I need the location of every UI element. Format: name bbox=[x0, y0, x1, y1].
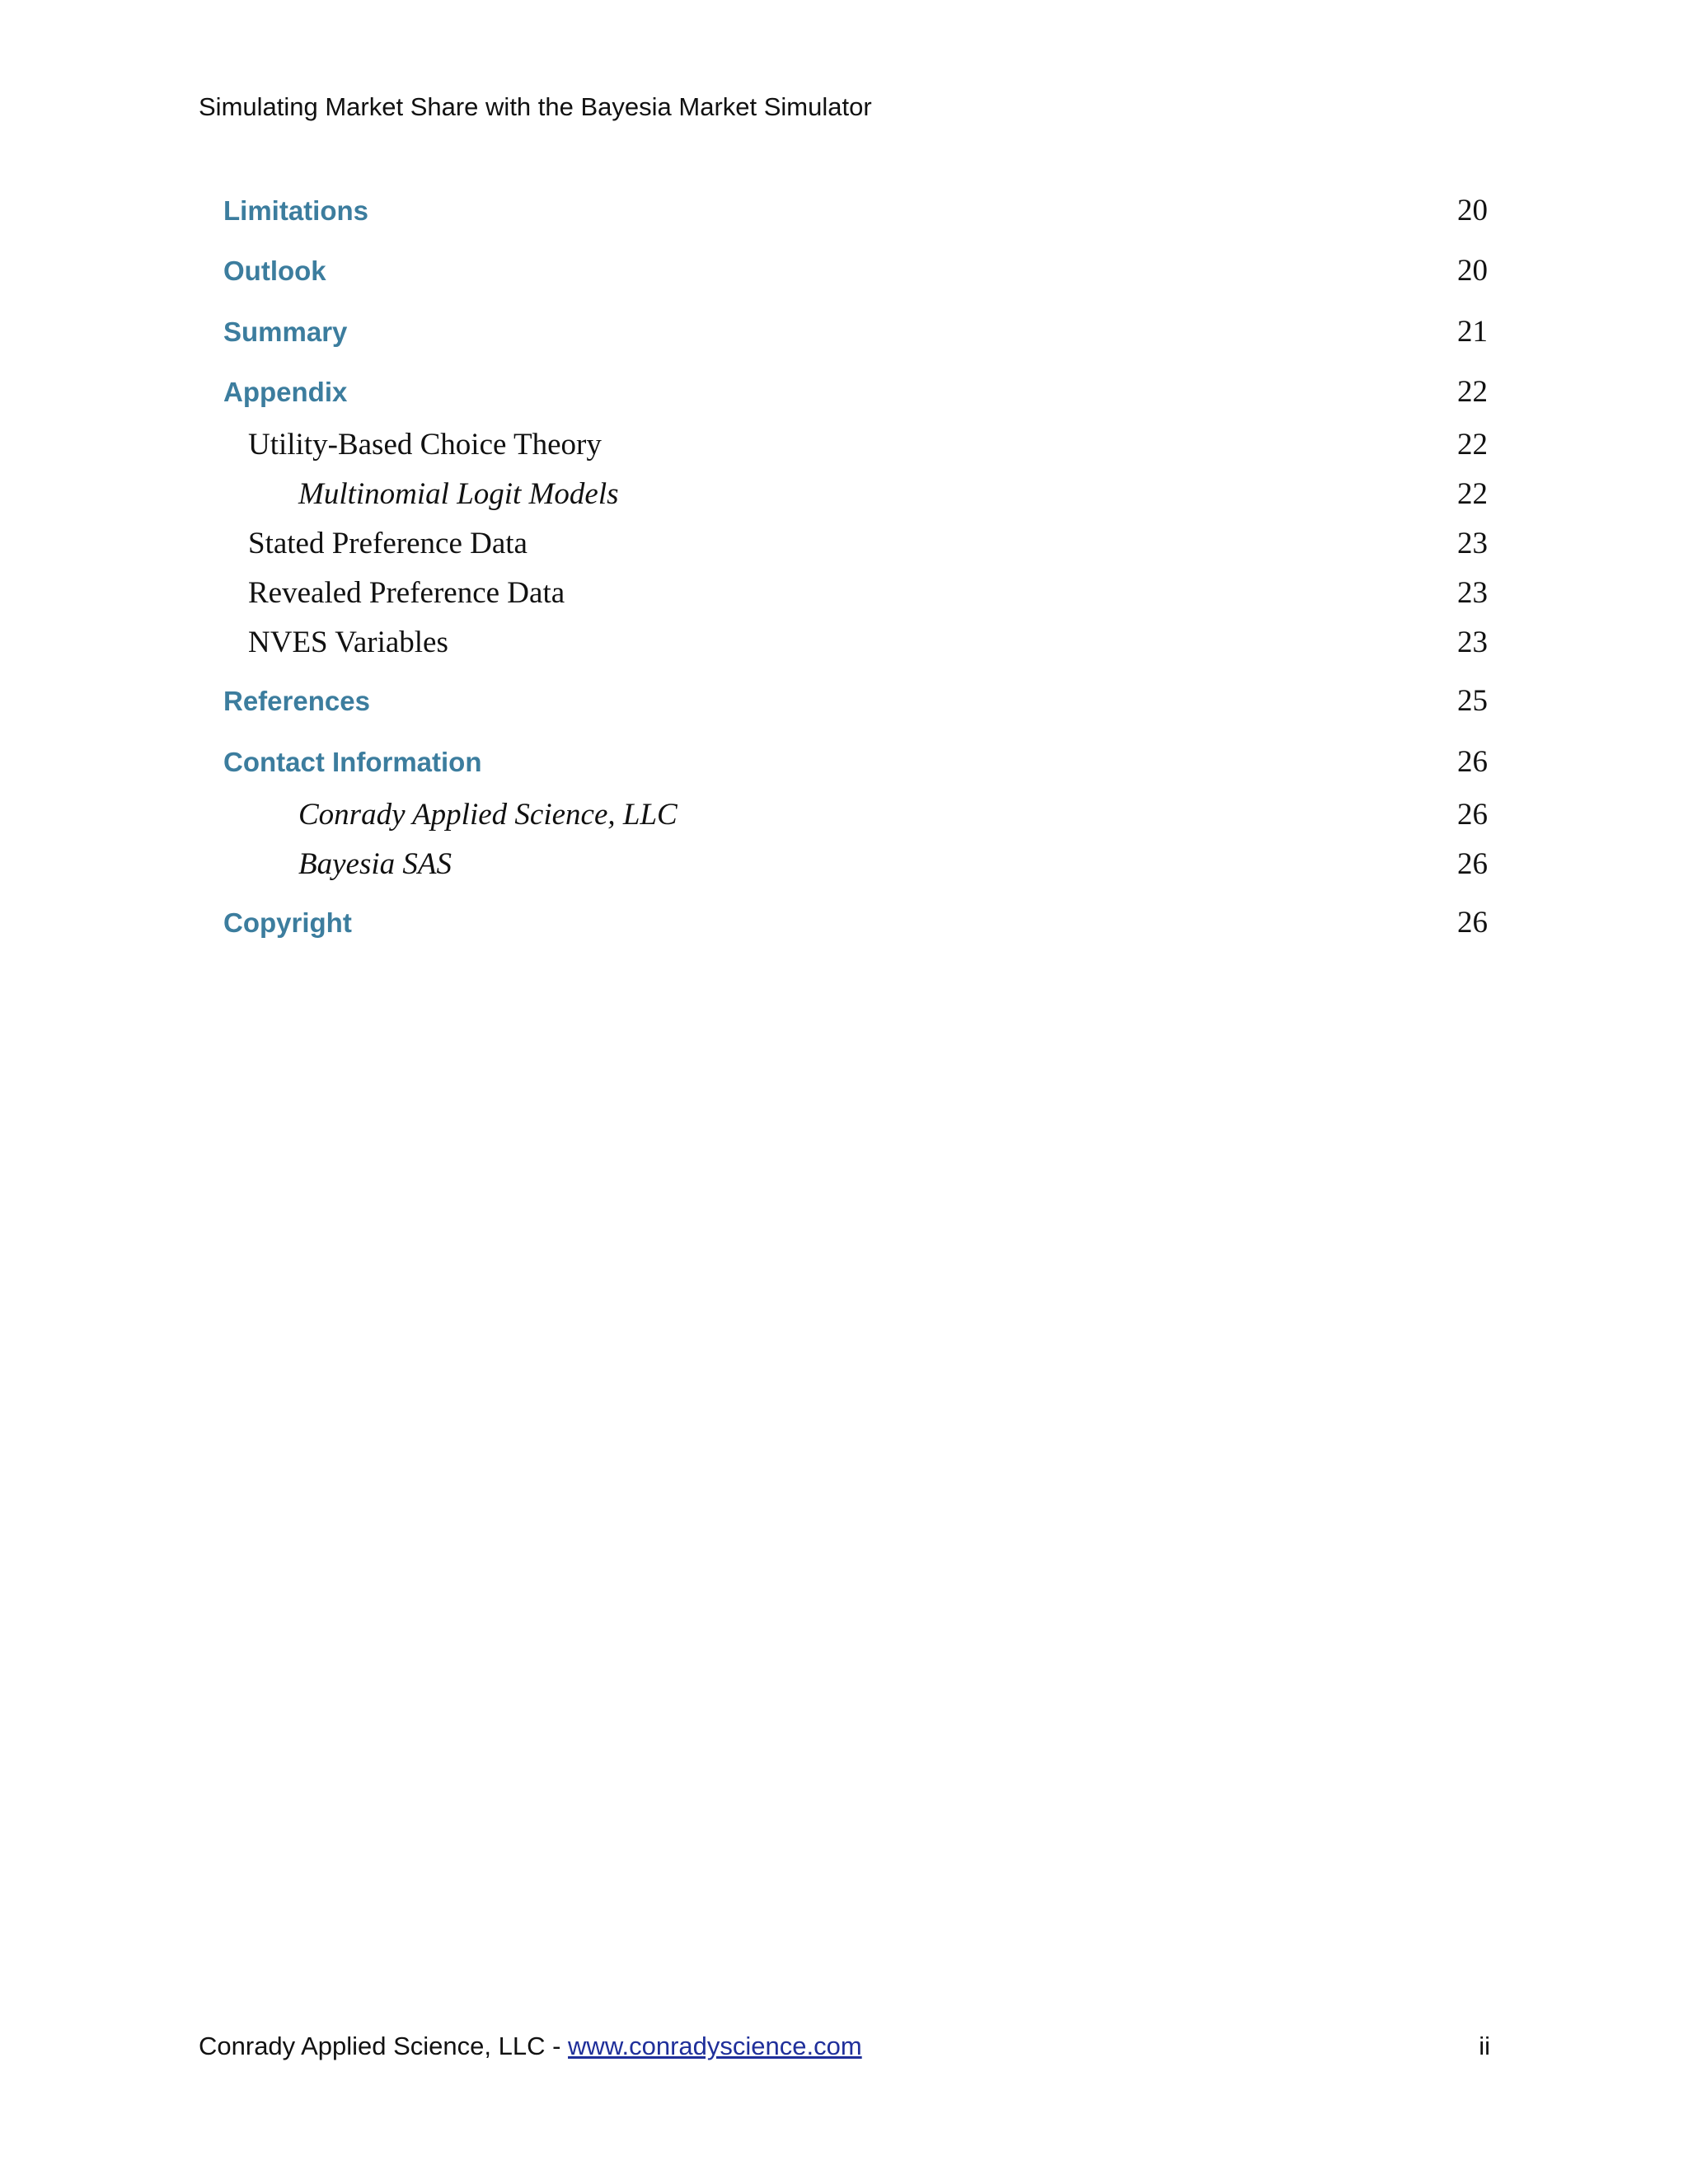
toc-entry-title: Limitations bbox=[223, 195, 369, 226]
toc-entry-title: Copyright bbox=[223, 907, 352, 938]
toc-entry-references[interactable] bbox=[0, 677, 1688, 726]
toc-entry-appendix[interactable] bbox=[0, 368, 1688, 417]
toc-entry-title: References bbox=[223, 686, 370, 716]
toc-entry-page: 20 bbox=[1457, 194, 1488, 227]
page-footer bbox=[199, 2032, 862, 2061]
toc-entry-title: Utility-Based Choice Theory bbox=[248, 428, 602, 462]
toc-entry-title: Contact Information bbox=[223, 747, 482, 777]
toc-entry-page: 25 bbox=[1457, 684, 1488, 718]
toc-entry-page: 21 bbox=[1457, 315, 1488, 349]
toc-entry-multinomial-logit-models[interactable] bbox=[0, 470, 1688, 519]
toc-entry-page: 22 bbox=[1457, 477, 1488, 511]
toc-entry-contact-information[interactable] bbox=[0, 738, 1688, 787]
toc-entry-title: NVES Variables bbox=[248, 626, 448, 659]
footer-company: Conrady Applied Science, LLC - bbox=[199, 2032, 569, 2060]
toc-entry-copyright[interactable] bbox=[0, 898, 1688, 948]
toc-entry-title: Summary bbox=[223, 316, 348, 347]
toc-entry-utility-based-choice-theory[interactable] bbox=[0, 420, 1688, 470]
toc-entry-page: 26 bbox=[1457, 745, 1488, 779]
toc-entry-title: Appendix bbox=[223, 377, 348, 407]
toc-entry-summary[interactable] bbox=[0, 307, 1688, 357]
toc-entry-revealed-preference-data[interactable] bbox=[0, 569, 1688, 618]
toc-entry-title: Stated Preference Data bbox=[248, 527, 528, 560]
toc-entry-title: Bayesia SAS bbox=[298, 847, 452, 881]
toc-entry-outlook[interactable] bbox=[0, 246, 1688, 296]
footer-website-link[interactable]: www.conradyscience.com bbox=[568, 2032, 862, 2060]
toc-entry-page: 23 bbox=[1457, 527, 1488, 560]
toc-entry-conrady-applied-science[interactable] bbox=[0, 790, 1688, 840]
toc-entry-page: 23 bbox=[1457, 626, 1488, 659]
toc-entry-page: 26 bbox=[1457, 906, 1488, 940]
toc-entry-bayesia-sas[interactable] bbox=[0, 840, 1688, 889]
toc-entry-page: 22 bbox=[1457, 375, 1488, 409]
toc-entry-limitations[interactable] bbox=[0, 186, 1688, 236]
toc-entry-page: 23 bbox=[1457, 576, 1488, 610]
toc-entry-nves-variables[interactable] bbox=[0, 618, 1688, 668]
running-header: Simulating Market Share with the Bayesia Market Simulator bbox=[199, 92, 872, 121]
page-number: ii bbox=[1479, 2032, 1490, 2060]
toc-entry-title: Conrady Applied Science, LLC bbox=[298, 798, 678, 832]
toc-entry-page: 26 bbox=[1457, 847, 1488, 881]
toc-entry-page: 20 bbox=[1457, 254, 1488, 288]
toc-entry-title: Outlook bbox=[223, 255, 326, 286]
toc-entry-page: 22 bbox=[1457, 428, 1488, 462]
toc-entry-title: Multinomial Logit Models bbox=[298, 477, 619, 511]
toc-entry-stated-preference-data[interactable] bbox=[0, 519, 1688, 569]
toc-entry-page: 26 bbox=[1457, 798, 1488, 832]
toc-entry-title: Revealed Preference Data bbox=[248, 576, 565, 610]
